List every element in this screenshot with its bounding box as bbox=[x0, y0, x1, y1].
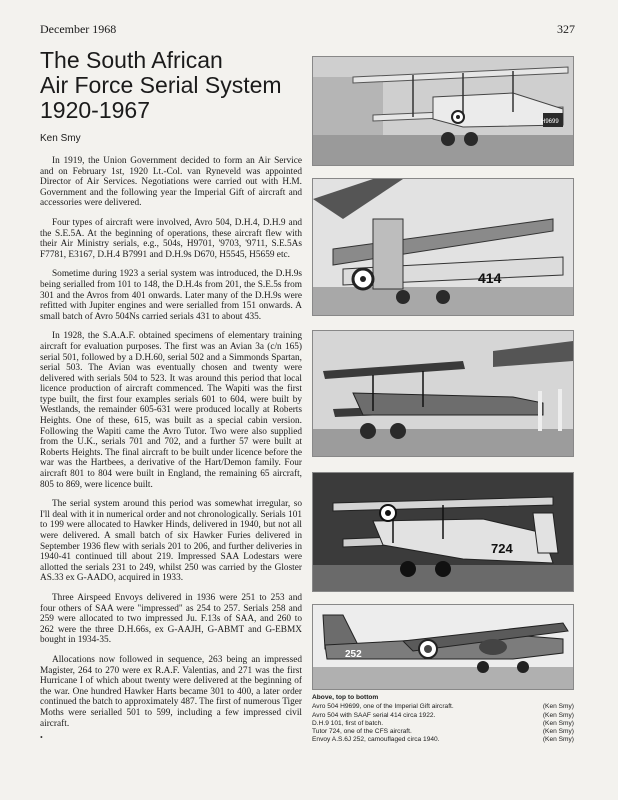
aircraft-marking: H9699 bbox=[541, 119, 559, 125]
caption-heading: Above, top to bottom bbox=[312, 694, 379, 701]
body-paragraph: Allocations now followed in sequence, 263 being an impressed Magister, 264 to 270 were ex R.A.F. Valentias, and 271 was the first Hurricane I of which about twenty were delivered at the beginning of the war. One hundred Hawker Harts became 301 to 400, a later order continued the batch to approximately 487. The first of numerous Tiger Moths were serialled 501 to 599, including a few impressed civil aircraft. bbox=[40, 654, 302, 729]
photo-avro-504-414 bbox=[312, 178, 574, 316]
caption-row bbox=[312, 703, 574, 711]
article-title bbox=[40, 48, 310, 123]
photo-envoy-252 bbox=[312, 604, 574, 690]
caption-text: Avro 504 with SAAF serial 414 circa 1922. bbox=[312, 711, 436, 719]
caption-credit: (Ken Smy) bbox=[542, 703, 574, 711]
photo-dh9-101 bbox=[312, 330, 574, 457]
caption-row bbox=[312, 720, 574, 728]
caption-text: Envoy A.S.6J 252, camouflaged circa 1940. bbox=[312, 736, 440, 744]
aircraft-marking: 252 bbox=[345, 649, 362, 660]
aircraft-marking: 724 bbox=[491, 541, 513, 556]
caption-row bbox=[312, 728, 574, 736]
caption-credit: (Ken Smy) bbox=[542, 736, 574, 744]
page-header-date: December 1968 bbox=[40, 22, 117, 36]
body-paragraph: Sometime during 1923 a serial system was introduced, the D.H.9s being serialled from 101 to 148, the D.H.4s from 201, the S.E.5s from 301 and the Avros from 401 onwards. Later many of the D.H.9s were refitted with Jupiter engines and were serialled from 151 onwards. A small batch of Avro 504Ns carried serials 431 to about 435. bbox=[40, 269, 302, 322]
caption-text: Avro 504 H9699, one of the Imperial Gift aircraft. bbox=[312, 703, 454, 711]
caption-row bbox=[312, 712, 574, 720]
body-paragraph: In 1928, the S.A.A.F. obtained specimens of elementary training aircraft for evaluation purposes. The first was an Avian 3a (c/n 165) serial 501, followed by a D.H.60, serial 502 and a Simmonds Spartan, serial 503. The Avian was eventually chosen and twenty were delivered with serials 504 to 523. It was around this period that local licence production of aircraft commenced. The Wapiti was the first type built, the first four examples serials 601 to 604, were built by Westlands, the remainder 605-631 were produced locally at Roberts Heights. One of these, 615, was built as a special cabin version. Following the Wapiti came the Avro Tutor. Two were also supplied from the U.K., serials 701 and 702, and a further 57 were built at Roberts Heights. The final aircraft to be built under licence before the war was the Hartbees, a derivative of the Hart/Demon family. Four aircraft 801 to 804 were built in England, the remaining 65 aircraft, 805 to 869, were licence built. bbox=[40, 331, 302, 490]
body-paragraph: In 1919, the Union Government decided to form an Air Service and on February 1st, 1920 Lt.-Col. van Ryneveld was appointed Director of Air Services. Negotiations were carried out with H.M. Government and the following year the Imperial Gift of aircraft and accessories were delivered. bbox=[40, 156, 302, 209]
caption-credit: (Ken Smy) bbox=[542, 728, 574, 736]
title-line: The South African bbox=[40, 47, 223, 73]
article-author: Ken Smy bbox=[40, 133, 81, 144]
caption-credit: (Ken Smy) bbox=[542, 719, 574, 727]
caption-row bbox=[312, 736, 574, 744]
title-line: 1920-1967 bbox=[40, 97, 150, 123]
ink-mark: • bbox=[40, 733, 43, 742]
caption-text: D.H.9 101, first of batch. bbox=[312, 719, 384, 727]
body-paragraph: Three Airspeed Envoys delivered in 1936 were 251 to 253 and four others of SAA were "impressed" as 254 to 257. Serials 258 and 259 were allocated to two impressed Ju. F.13s of SAA, and 260 to 262 were the three D.H.66s, ex G-AAJH, G-ABMT and G-EBMX bought in 1934-35. bbox=[40, 592, 302, 646]
caption-credit: (Ken Smy) bbox=[542, 711, 574, 719]
photo-tutor-724 bbox=[312, 472, 574, 592]
photo-avro-504-h9699 bbox=[312, 56, 574, 166]
page-number: 327 bbox=[557, 22, 575, 36]
article-body bbox=[40, 156, 302, 756]
caption-text: Tutor 724, one of the CFS aircraft. bbox=[312, 728, 412, 736]
body-paragraph: The serial system around this period was somewhat irregular, so I'll deal with it in numerical order and not chronologically. Serials 101 to 199 were allocated to Hawker Hinds, delivered in 1940, but not all were delivered. A small batch of six Hawker Furies delivered in September 1936 flew with serials 201 to 206, and further deliveries in 1940-41 continued till about 219. Impressed SAA Lodestars were allotted the serials 231 to 249, whilst 250 was carried by the Gloster AS.33 ex G-AADO, acquired in 1933. bbox=[40, 499, 302, 584]
title-line: Air Force Serial System bbox=[40, 72, 282, 98]
photo-caption bbox=[312, 694, 574, 745]
aircraft-marking: 414 bbox=[478, 270, 502, 286]
body-paragraph: Four types of aircraft were involved, Avro 504, D.H.4, D.H.9 and the S.E.5A. At the beginning of operations, these aircraft flew with their Air Ministry serials, e.g., 504s, H9701, '9703, '9711, S.E.5As F7781, E3167, D.H.4 B7991 and D.H.9s D670, H5545, H5659 etc. bbox=[40, 217, 302, 260]
